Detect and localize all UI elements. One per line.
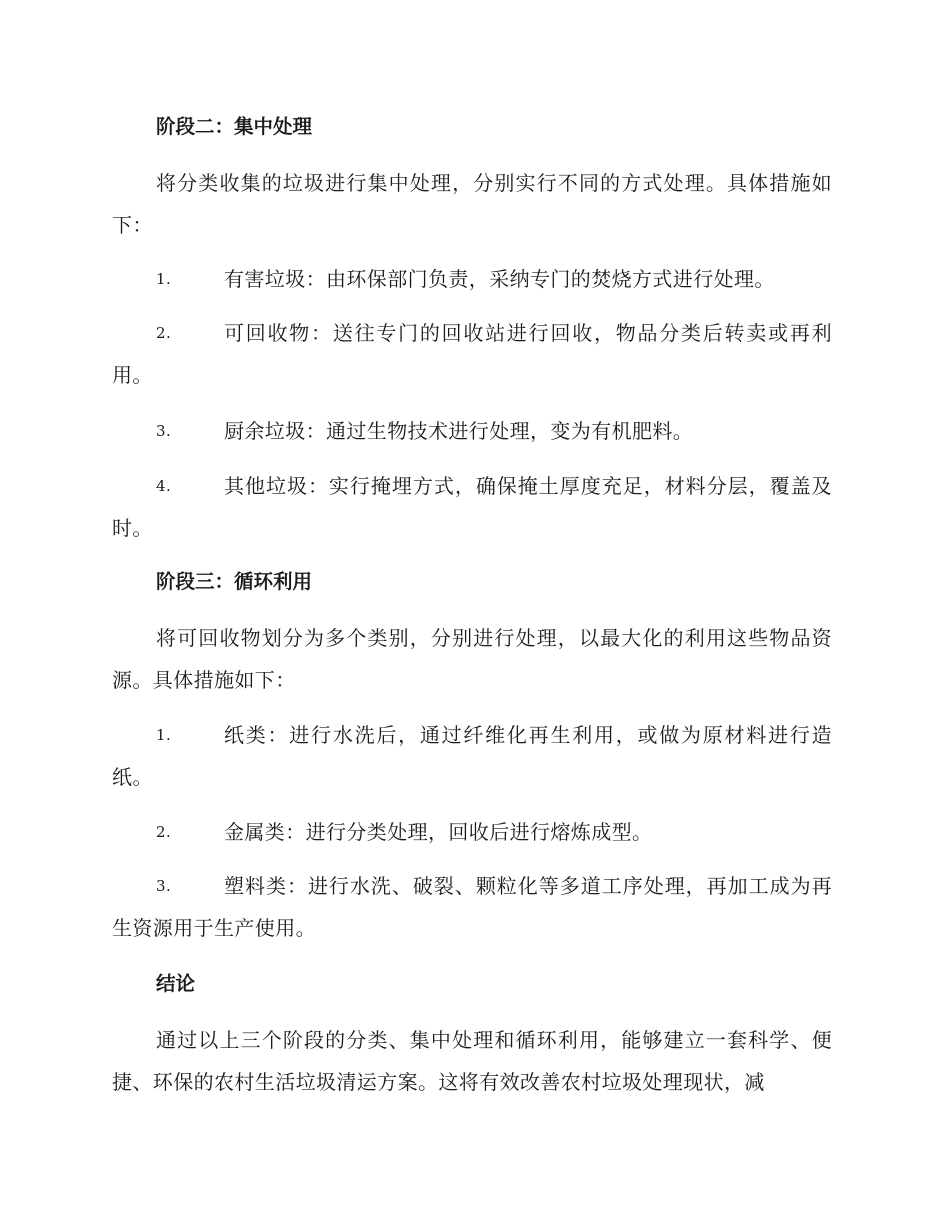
list-number: 2.: [156, 823, 172, 841]
list-number: 1.: [156, 726, 172, 744]
list-item-text: 有害垃圾：由环保部门负责，采纳专门的焚烧方式进行处理。: [224, 267, 775, 291]
list-item-text: 可回收物：送往专门的回收站进行回收，物品分类后转卖或再利用。: [112, 321, 832, 387]
stage3-item-3: [112, 865, 832, 949]
stage2-intro: 将分类收集的垃圾进行集中处理，分别实行不同的方式处理。具体措施如下：: [112, 171, 832, 237]
list-number: 3.: [156, 877, 172, 895]
list-number: 3.: [156, 422, 172, 440]
stage2-item-2: [112, 312, 832, 396]
stage2-heading: 阶段二：集中处理: [156, 115, 313, 138]
list-number: 4.: [156, 477, 172, 495]
list-item-text: 其他垃圾：实行掩埋方式，确保掩土厚度充足，材料分层，覆盖及时。: [112, 474, 832, 540]
conclusion-heading: 结论: [156, 972, 196, 995]
stage2-item-1: [112, 258, 832, 300]
list-item-text: 厨余垃圾：通过生物技术进行处理，变为有机肥料。: [224, 419, 694, 443]
stage3-item-1: [112, 714, 832, 798]
stage3-intro: 将可回收物划分为多个类别，分别进行处理，以最大化的利用这些物品资源。具体措施如下：: [112, 626, 832, 692]
stage2-item-3: [112, 410, 832, 452]
list-number: 1.: [156, 270, 172, 288]
list-item-text: 纸类：进行水洗后，通过纤维化再生利用，或做为原材料进行造纸。: [112, 723, 832, 789]
stage2-item-4: [112, 465, 832, 549]
list-number: 2.: [156, 324, 172, 342]
stage3-heading: 阶段三：循环利用: [156, 570, 313, 593]
list-item-text: 塑料类：进行水洗、破裂、颗粒化等多道工序处理，再加工成为再生资源用于生产使用。: [112, 874, 832, 940]
list-item-text: 金属类：进行分类处理，回收后进行熔炼成型。: [224, 820, 653, 844]
conclusion-text: 通过以上三个阶段的分类、集中处理和循环利用，能够建立一套科学、便捷、环保的农村生活垃圾清运方案。这将有效改善农村垃圾处理现状，减: [112, 1028, 832, 1094]
stage3-item-2: [112, 811, 832, 853]
